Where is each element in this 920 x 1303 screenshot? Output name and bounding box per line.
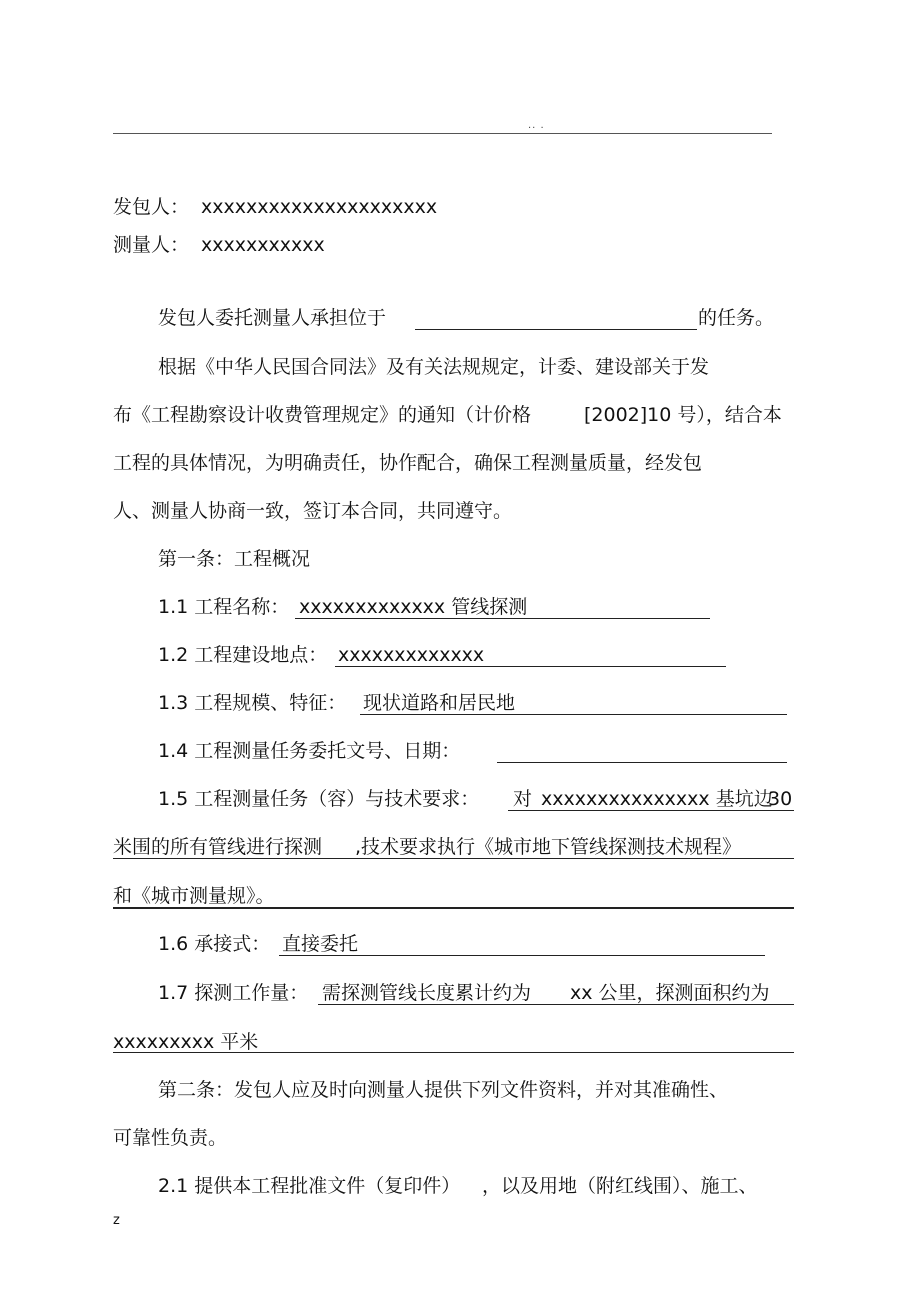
location-blank bbox=[415, 329, 697, 330]
item-1-4-underline bbox=[497, 762, 787, 763]
item-1-7-value-b: xx 公里，探测面积约为 bbox=[570, 982, 770, 1004]
header-dots: .. . bbox=[528, 120, 545, 131]
item-1-3-underline bbox=[360, 714, 787, 715]
intro-p1-end: 的任务。 bbox=[698, 307, 775, 329]
item-1-6-label: 1.6 承接式： bbox=[158, 933, 271, 955]
header-rule bbox=[113, 133, 772, 134]
item-1-2-underline bbox=[335, 666, 726, 667]
item-1-1-underline bbox=[295, 618, 710, 619]
item-1-7-underline-1 bbox=[318, 1004, 794, 1005]
intro-p2-line2b: [2002]10 号），结合本 bbox=[584, 404, 782, 426]
item-1-5-underline-3 bbox=[113, 907, 794, 909]
intro-p2-line1: 根据《中华人民国合同法》及有关法规规定，计委、建设部关于发 bbox=[158, 356, 710, 378]
item-1-6-value: 直接委托 bbox=[282, 933, 359, 955]
item-1-5-line2a: 米围的所有管线进行探测 bbox=[113, 836, 323, 858]
item-1-5-underline-2 bbox=[113, 858, 794, 859]
item-1-2-label: 1.2 工程建设地点： bbox=[158, 644, 328, 666]
employer-value: xxxxxxxxxxxxxxxxxxxxx bbox=[201, 196, 438, 218]
item-1-7-label: 1.7 探测工作量： bbox=[158, 982, 309, 1004]
item-1-5-value-c: 30 bbox=[768, 788, 793, 810]
item-1-7-underline-2 bbox=[113, 1052, 794, 1053]
item-1-6-underline bbox=[279, 955, 765, 956]
article2-line1: 第二条：发包人应及时向测量人提供下列文件资料，并对其准确性、 bbox=[158, 1079, 729, 1101]
intro-p1-start: 发包人委托测量人承担位于 bbox=[158, 307, 387, 329]
item-2-1-b: ，以及用地（附红线围）、施工、 bbox=[482, 1175, 758, 1197]
item-1-1-value: xxxxxxxxxxxxx 管线探测 bbox=[299, 596, 528, 618]
surveyor-label: 测量人： bbox=[113, 234, 190, 256]
article2-line2: 可靠性负责。 bbox=[113, 1127, 228, 1149]
item-1-4-label: 1.4 工程测量任务委托文号、日期： bbox=[158, 740, 461, 762]
item-1-5-label: 1.5 工程测量任务（容）与技术要求： bbox=[158, 788, 480, 810]
article1-title: 第一条：工程概况 bbox=[158, 548, 311, 570]
item-1-1-label: 1.1 工程名称： bbox=[158, 596, 290, 618]
item-1-2-value: xxxxxxxxxxxxx bbox=[338, 644, 485, 666]
item-1-5-line3: 和《城市测量规》。 bbox=[113, 885, 275, 907]
intro-p2-line3: 工程的具体情况，为明确责任，协作配合，确保工程测量质量，经发包 bbox=[113, 452, 703, 474]
item-1-3-value: 现状道路和居民地 bbox=[363, 692, 516, 714]
item-2-1-a: 2.1 提供本工程批准文件（复印件） bbox=[158, 1175, 461, 1197]
item-1-5-value-b: xxxxxxxxxxxxxxx 基坑边 bbox=[541, 788, 773, 810]
footer-mark: z bbox=[113, 1213, 120, 1228]
intro-p2-line4: 人、测量人协商一致，签订本合同，共同遵守。 bbox=[113, 500, 513, 522]
item-1-3-label: 1.3 工程规模、特征： bbox=[158, 692, 347, 714]
item-1-7-line2: xxxxxxxxx 平米 bbox=[113, 1031, 259, 1053]
item-1-5-line2b: ,技术要求执行《城市地下管线探测技术规程》 bbox=[355, 836, 742, 858]
item-1-5-value-a: 对 bbox=[513, 788, 533, 810]
item-1-7-value-a: 需探测管线长度累计约为 bbox=[322, 982, 532, 1004]
item-1-5-underline-1 bbox=[508, 810, 794, 811]
intro-p2-line2a: 布《工程勘察设计收费管理规定》的通知（计价格 bbox=[113, 404, 532, 426]
employer-label: 发包人： bbox=[113, 196, 190, 218]
surveyor-value: xxxxxxxxxxx bbox=[201, 234, 325, 256]
